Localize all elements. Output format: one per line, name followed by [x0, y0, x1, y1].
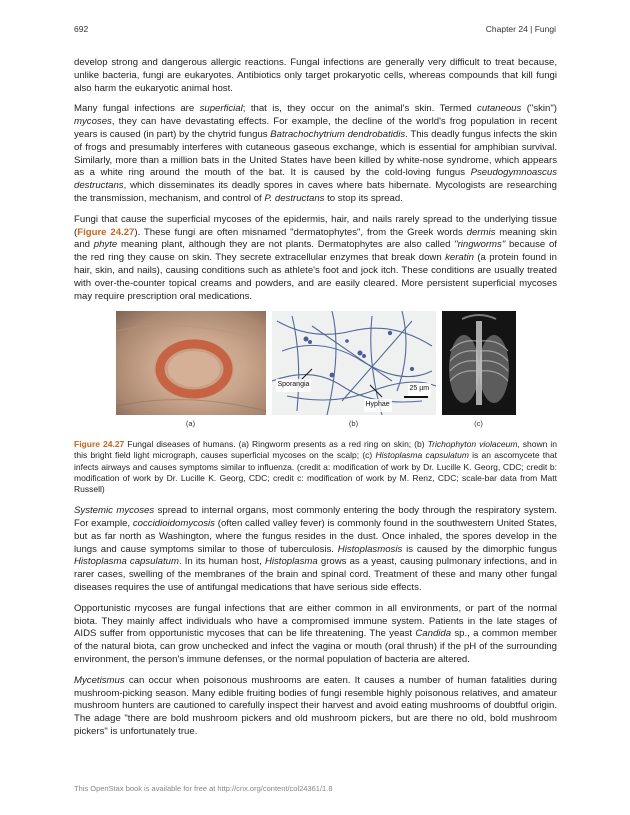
term-systemic-mycoses: Systemic mycoses	[74, 505, 155, 517]
species-batrachochytrium: Batrachochytrium dendrobatidis	[270, 128, 406, 140]
page-number: 692	[74, 24, 89, 34]
figure-caption	[74, 439, 557, 495]
text-run: because of the red ring they cause on skin. They secrete extracellular enzymes that break down	[74, 239, 557, 264]
term-keratin: keratin	[445, 252, 474, 264]
text-run: , shown in this bright field light micrograph, causes superficial mycoses on the scalp; (c)	[74, 439, 558, 461]
text-run: (a protein found in hair, skin, and nails), causing conditions such as athlete's foot and jock itch. These conditions are usually treated with over-the-counter topical creams and powders, and are easily cleared. More persistent superficial mycoses may require prescription oral medications.	[74, 252, 557, 302]
text-run: spread to internal organs, most commonly entering the body through the respiratory system. For example,	[74, 505, 557, 529]
species-histoplasma: Histoplasma capsulatum	[375, 450, 469, 461]
caption-label: Figure 24.27	[74, 439, 125, 450]
panel-c-label: (c)	[474, 419, 483, 429]
term-coccidioidomycosis: coccidioidomycosis	[132, 517, 215, 529]
skin-crease	[116, 400, 266, 411]
term-ringworms: "ringworms"	[454, 239, 506, 251]
term-phyte: phyte	[93, 239, 118, 251]
term-cutaneous: cutaneous	[477, 103, 522, 115]
text-run: (often called valley fever) is commonly found in the southwestern United States, but as far north as Washington, where the fungus resides in the dust. Once inhaled, the spores develop in the lungs and cause symptoms similar to those of tuberculosis.	[74, 517, 558, 555]
ringworm-illustration	[116, 311, 266, 415]
text-run: . In its human host,	[178, 556, 265, 568]
spine	[476, 321, 482, 405]
text-run: . This deadly fungus infects the skin of frogs and presumably interferes with cutaneous gaseous exchange, which is essential for amphibian survival. Similarly, more than a million bats in the United States have been killed by white-nose syndrome, which appears as a white ring around the mouth of the bat. It is caused by the cold-loving fungus	[74, 128, 557, 179]
micrograph-trichophyton	[272, 311, 436, 415]
text-run: is caused by the dimorphic fungus	[402, 543, 557, 555]
term-mycetismus: Mycetismus	[74, 674, 125, 686]
species-histoplasma-capsulatum: Histoplasma capsulatum	[74, 556, 179, 568]
xray-illustration	[442, 311, 516, 415]
text-run: grows as a yeast, causing pulmonary infections, and in rarer cases, swelling of the membranes of the brain and spinal cord. Treatment of these and many other fungal diseases requires the use of antifungal medications that have serious side effects.	[74, 556, 557, 593]
running-head: Chapter 24 | Fungi	[485, 24, 556, 34]
paragraph-3	[74, 214, 557, 304]
species-trichophyton: Trichophyton violaceum	[427, 439, 518, 450]
paragraph-4	[74, 505, 557, 595]
text-run: is an ascomycete that infects airways and causes symptoms similar to influenza. (credit a: modification of work by Dr. Lucille K. Georg, CDC; credit b: modification of work by Dr. Lucille K. Georg, CDC; credit c: modification of work by M. Renz, CDC; scale-bar data from Matt Russell)	[74, 450, 557, 494]
hyphae-label: Hyphae	[364, 399, 392, 412]
text-run: ; that is, they occur on the animal's skin. Termed	[242, 103, 478, 115]
ringworm-photo	[116, 311, 266, 415]
text-run: Opportunistic mycoses are fungal infections that are either common in all environments, or part of the normal biota. They mainly affect individuals who have a compromised immune system. Patients in the late stages of AIDS suffer from opportunistic mycoses that can be life threatening. The yeast	[74, 602, 557, 640]
text-run: to stop its spread.	[324, 192, 403, 204]
left-lung	[449, 335, 479, 403]
text-run: meaning skin and	[74, 226, 557, 251]
paragraph-6	[74, 675, 557, 739]
species-histoplasma: Histoplasma	[264, 556, 318, 568]
figure-reference-link[interactable]: Figure 24.27	[77, 226, 135, 238]
chest-xray	[442, 311, 516, 415]
paragraph-2	[74, 103, 557, 205]
ring-center	[168, 351, 220, 387]
text-run: can occur when poisonous mushrooms are eaten. It causes a number of human fatalities during mushroom-picking season. Many edible fruiting bodies of fungi resemble highly poisonous relatives, and amateur mushroom hunters are cautioned to carefully inspect their harvest and avoid eating mushrooms of doubtful origin. The adage "there are bold mushroom pickers and old mushroom pickers, but are there no old, bold mushroom pickers" is unfortunately true.	[74, 674, 557, 737]
text-run: Fungi that cause the superficial mycoses of the epidermis, hair, and nails rarely spread to the underlying tissue (	[74, 213, 557, 238]
text-run: , which disseminates its deadly spores in caves where bats hibernate. Mycologists are researching the transmission, mechanism, and control of	[74, 180, 557, 204]
term-superficial: superficial	[199, 103, 243, 115]
species-p-destructans: P. destructans	[264, 192, 325, 204]
paragraph-5	[74, 603, 557, 667]
scale-label: 25 µm	[408, 383, 432, 396]
panel-b-label: (b)	[348, 419, 359, 429]
footer: This OpenStax book is available for free at http://cnx.org/content/col24361/1.8	[74, 784, 333, 793]
panel-labels	[74, 418, 557, 431]
panel-a-label: (a)	[185, 419, 196, 429]
text-run: sp., a common member of the natural biota, can grow unchecked and infect the vagina or mouth (oral thrush) if the pH of the surrounding environment, the person's immune defenses, or the normal population of bacteria are altered.	[74, 628, 557, 665]
species-candida: Candida	[415, 628, 452, 640]
text-run: , they can have devastating effects. For example, the decline of the world's frog population in recent years is caused (in part) by the chytrid fungus	[74, 116, 557, 140]
term-mycoses: mycoses	[74, 116, 112, 128]
term-histoplasmosis: Histoplasmosis	[337, 543, 403, 555]
text-run: Fungal diseases of humans. (a) Ringworm presents as a red ring on skin; (b)	[124, 439, 428, 450]
micrograph-illustration	[272, 311, 436, 415]
term-dermis: dermis	[466, 226, 496, 238]
text-run: ("skin")	[521, 103, 557, 115]
text-run: meaning plant, although they are not plants. Dermatophytes are also called	[117, 239, 455, 251]
text-run: Many fungal infections are	[74, 103, 200, 115]
paragraph-1: develop strong and dangerous allergic reactions. Fungal infections are generally very difficult to treat because, unlike bacteria, fungi are eukaryotes. Antibiotics only target prokaryotic cells, whereas compounds that kill fungi also harm the eukaryotic animal host.	[74, 57, 557, 94]
species-pseudogymnoascus: Pseudogymnoascus destructans	[74, 167, 557, 192]
main-content	[74, 57, 557, 747]
sporangia-label: Sporangia	[276, 379, 312, 392]
figure-24-27	[74, 311, 557, 495]
right-lung	[479, 335, 509, 403]
text-run: ). These fungi are often misnamed "dermatophytes", from the Greek words	[134, 226, 467, 238]
skin-crease	[116, 326, 266, 342]
figure-images	[74, 311, 557, 415]
hyphae-strands	[272, 311, 436, 415]
